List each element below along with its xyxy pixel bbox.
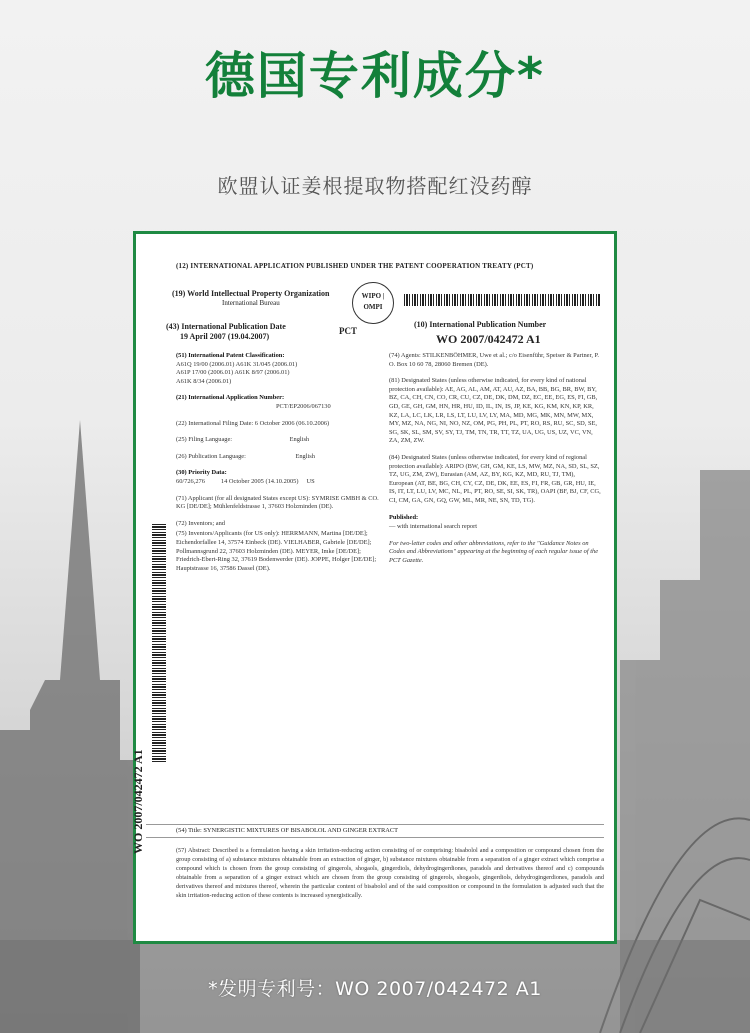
right-column xyxy=(389,352,601,573)
left-column xyxy=(176,352,381,581)
organization-name: (19) World Intellectual Property Organization xyxy=(172,289,330,298)
divider xyxy=(146,824,604,825)
field-51-line-2: A61P 17/00 (2006.01) A61K 8/97 (2006.01) xyxy=(176,369,290,377)
divider xyxy=(146,837,604,838)
field-57-abstract: (57) Abstract: Described is a formulation having a skin irritation-reducing action consisting of or comprising: bisabolol and a composition or compound chosen from the group consisting of a) substance mixtures obtainable from an extraction of ginger, b) substance mixtures obtainable from a separation of a ginger extract which comprise a compound which is chosen from the group consisting of gingerols, shogaols, gingerdiols, dehydrogingerdiones, paradols and derivatives thereof and c) compounds obtainable from a separation of a ginger extract which are chosen from the group consisting of gingerols, shogaols, gingerdiols, dehydrogingerdiones, paradols and derivatives thereof and mixtures thereof, wherein the particular content of bisabolol and of the said composition or compound in the formulation is adjusted such that the skin irritation-reducing action of these contents is increased synergistically. xyxy=(176,847,604,899)
field-51-label: (51) International Patent Classification: xyxy=(176,352,285,359)
field-72: (72) Inventors; and xyxy=(176,519,225,527)
published-label: Published: xyxy=(389,513,419,521)
seal-text: WIPO | OMPI xyxy=(361,292,385,311)
published-value: — with international search report xyxy=(389,523,478,531)
field-51-line-1: A61Q 19/00 (2006.01) A61K 31/045 (2006.01) xyxy=(176,360,298,368)
publication-date: 19 April 2007 (19.04.2007) xyxy=(180,332,270,341)
page-title: 德国专利成分* xyxy=(204,47,546,105)
guidance-note: For two-letter codes and other abbreviations, refer to the "Guidance Notes on Codes and Abbreviations" appearing at the beginning of each regular issue of the PCT Gazette. xyxy=(389,539,599,564)
bureau-name: International Bureau xyxy=(222,299,280,307)
treaty-line: (12) INTERNATIONAL APPLICATION PUBLISHED UNDER THE PATENT COOPERATION TREATY (PCT) xyxy=(176,262,534,270)
field-71: (71) Applicant (for all designated States except US): SYMRISE GMBH & CO. KG [DE/DE]; Mühlenfeldstrasse 1, 37603 Holzminden (DE). xyxy=(176,494,379,511)
barcode-top-icon xyxy=(404,294,600,306)
side-publication-number: WO 2007/042472 A1 xyxy=(131,749,145,854)
field-30-label: (30) Priority Data: xyxy=(176,469,227,477)
page-subtitle: 欧盟认证姜根提取物搭配红没药醇 xyxy=(217,174,533,198)
field-25: (25) Filing Language: English xyxy=(176,436,310,444)
field-84: (84) Designated States (unless otherwise indicated, for every kind of regional protection available): ARIPO (BW, GH, GM, KE, LS, MW, MZ, NA, SD, SL, SZ, TZ, UG, ZM, ZW), Eurasian (AM, AZ, BY, KG, KZ, MD, RU, TJ, TM), European (AT, BE, BG, CH, CY, CZ, DE, DK, EE, ES, FI, FR, GB, GR, HU, IE, IS, IT, LT, LU, LV, MC, NL, PL, PT, RO, SE, SI, SK, TR), OAPI (BF, BJ, CF, CG, CI, CM, GA, GN, GQ, GW, ML, MR, NE, SN, TD, TG). xyxy=(389,453,601,504)
field-21-value: PCT/EP2006/067130 xyxy=(276,402,331,410)
field-74: (74) Agents: STILKENBÖHMER, Uwe et al.; c/o Eisenführ, Speiser & Partner, P. O. Box 10 60 78, 28060 Bremen (DE). xyxy=(389,352,599,368)
wipo-seal-icon xyxy=(352,282,394,324)
field-75: (75) Inventors/Applicants (for US only): HERRMANN, Martina [DE/DE]; Eichendorfallee 14, 37574 Einbeck (DE). VIELHABER, Gabriele [DE/DE]; Pollmannsgrund 22, 37603 Holzminden (DE). MEYER, Imke [DE/DE]; Friedrich-Ebert-Ring 32, 37619 Bodenwerder (DE). JOPPE, Holger [DE/DE]; Hauptstrasse 16, 37586 Dassel (DE). xyxy=(176,530,377,572)
field-21-label: (21) International Application Number: xyxy=(176,394,285,402)
patent-document xyxy=(131,234,614,941)
patent-document-frame xyxy=(133,231,617,944)
publication-number: WO 2007/042472 A1 xyxy=(436,332,541,346)
publication-date-label: (43) International Publication Date xyxy=(166,322,286,331)
publication-number-label: (10) International Publication Number xyxy=(414,320,547,329)
barcode-side-icon xyxy=(152,524,166,764)
field-51-line-3: A61K 8/34 (2006.01) xyxy=(176,377,232,385)
field-54-title: (54) Title: SYNERGISTIC MIXTURES OF BISABOLOL AND GINGER EXTRACT xyxy=(176,827,399,834)
field-26: (26) Publication Language: English xyxy=(176,452,315,460)
field-30-value: 60/726,276 14 October 2005 (14.10.2005) US xyxy=(176,477,315,485)
field-81: (81) Designated States (unless otherwise indicated, for every kind of national protection available): AE, AG, AL, AM, AT, AU, AZ, BA, BB, BG, BR, BW, BY, BZ, CA, CH, CN, CO, CR, CU, CZ, DE, DK, DM, DZ, EC, EE, EG, ES, FI, GB, GD, GE, GH, GM, HN, HR, HU, ID, IL, IN, IS, JP, KE, KG, KM, KN, KP, KR, KZ, LA, LC, LK, LR, LS, LT, LU, LV, LY, MA, MD, MG, MK, MN, MW, MX, MY, MZ, NA, NG, NI, NO, NZ, OM, PG, PH, PL, PT, RO, RS, RU, SC, SD, SE, SG, SK, SL, SM, SV, SY, TJ, TM, TN, TR, TT, TZ, UA, UG, US, UZ, VC, VN, ZA, ZM, ZW. xyxy=(389,377,598,445)
patent-number-caption: *发明专利号：WO 2007/042472 A1 xyxy=(208,978,542,1000)
field-22: (22) International Filing Date: 6 October 2006 (06.10.2006) xyxy=(176,419,330,427)
pct-label: PCT xyxy=(339,326,357,336)
